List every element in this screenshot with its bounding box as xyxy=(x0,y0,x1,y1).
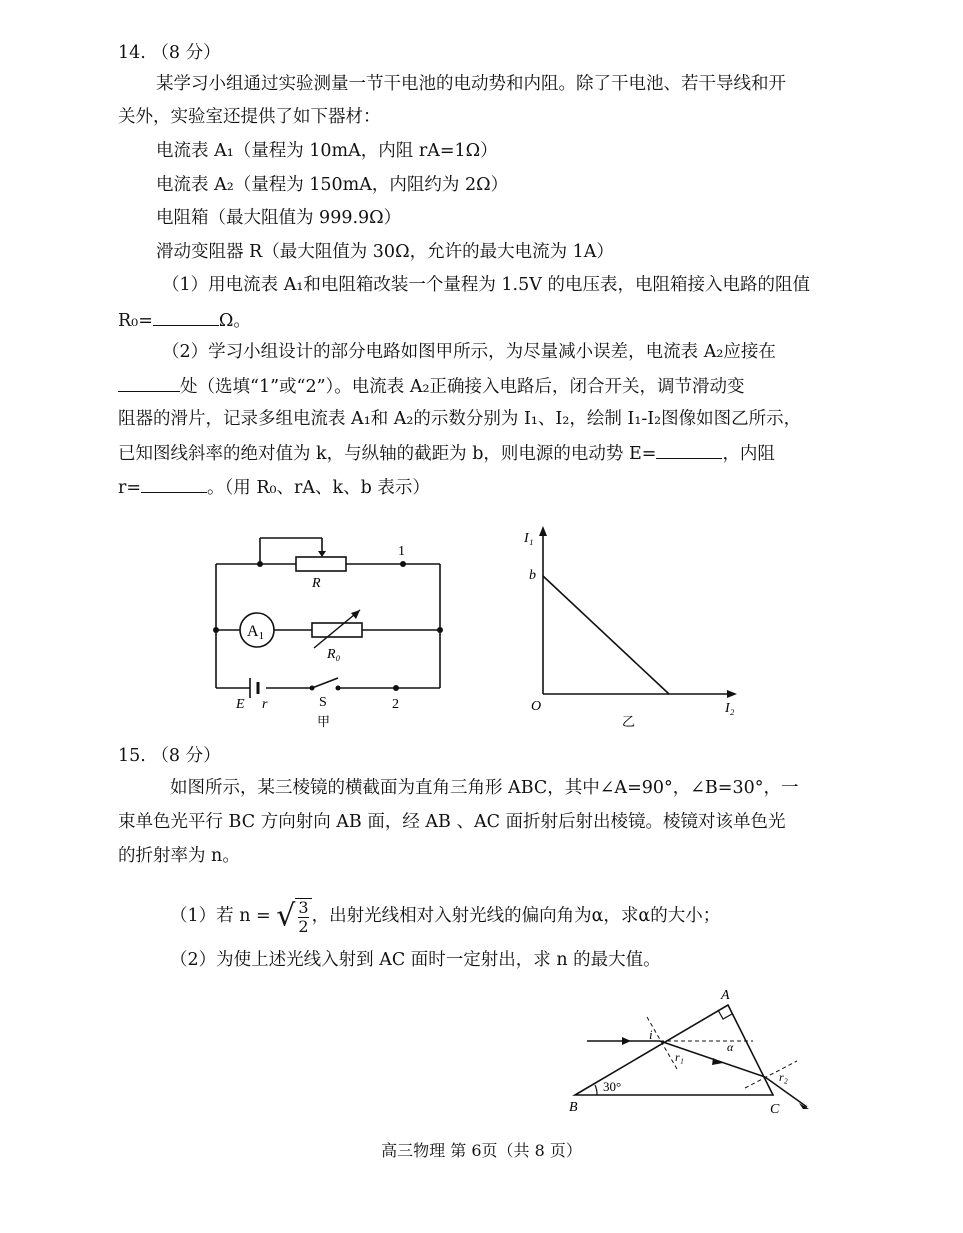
internal-resistance-label: r xyxy=(262,697,268,712)
terminal-1-dot xyxy=(400,561,406,567)
origin-label: O xyxy=(531,699,542,714)
i1-i2-line xyxy=(543,576,669,694)
terminal-2-dot xyxy=(393,685,399,691)
incidence-angle-label: i xyxy=(649,1027,653,1042)
deviation-angle-label: α xyxy=(727,1040,734,1054)
equipment-resistance-box: 电阻箱（最大阻值为 999.9Ω） xyxy=(156,208,402,228)
switch-pivot xyxy=(310,686,315,691)
q14-part2-line-3: 阻器的滑片，记录多组电流表 A₁和 A₂的示数分别为 I₁、I₂，绘制 I₁-I₂图像如图乙所示， xyxy=(118,409,802,429)
fraction-numerator: 3 xyxy=(298,897,309,917)
fraction-3-over-2 xyxy=(295,898,311,936)
q14-header: 14. （8 分） xyxy=(118,43,221,63)
q15-part1-prefix: （1）若 n = xyxy=(170,906,271,926)
rheostat-symbol xyxy=(296,557,346,571)
vertex-a-label: A xyxy=(721,988,730,1003)
q15-header: 15. （8 分） xyxy=(118,746,221,766)
q15-text-line-3: 的折射率为 n。 xyxy=(118,846,240,866)
q15-text-line-1: 如图所示，某三棱镜的横截面为直角三角形 ABC，其中∠A=90°，∠B=30°，一 xyxy=(170,778,799,798)
answer-blank-internal-resistance xyxy=(141,476,207,493)
switch-label: S xyxy=(319,695,327,710)
q14-part2-line-2 xyxy=(118,375,745,398)
q14-part2-line-5 xyxy=(118,476,430,499)
intercept-b-label: b xyxy=(529,568,536,583)
q15-part1 xyxy=(170,896,720,937)
junction-dot xyxy=(437,627,443,633)
refraction-angle-r1-label: r₁ xyxy=(675,1050,684,1064)
r0-label: R₀= xyxy=(118,311,153,331)
variable-arrowhead xyxy=(351,610,360,619)
answer-blank-r0 xyxy=(153,309,219,326)
refraction-angle-r2-label: r₂ xyxy=(779,1070,788,1084)
resistance-box-label: R₀ xyxy=(327,647,341,662)
q14-variables-note: 。（用 R₀、rA、k、b 表示） xyxy=(207,478,430,498)
circuit-caption: 甲 xyxy=(317,714,331,729)
resistance-label-text: ，内阻 xyxy=(722,444,775,464)
rheostat-label: R xyxy=(312,576,321,591)
y-axis-arrowhead xyxy=(539,526,547,536)
prism-diagram xyxy=(565,985,825,1120)
vertex-b-label: B xyxy=(569,1100,578,1115)
graph-caption: 乙 xyxy=(622,714,636,729)
emf-question-text: 已知图线斜率的绝对值为 k，与纵轴的截距为 b，则电源的电动势 E= xyxy=(118,444,657,464)
ohm-unit: Ω。 xyxy=(218,311,251,331)
terminal-2-label: 2 xyxy=(392,697,399,712)
q15-part2: （2）为使上述光线入射到 AC 面时一定射出，求 n 的最大值。 xyxy=(170,950,661,970)
right-angle-mark xyxy=(718,1010,732,1019)
circuit-diagram xyxy=(200,530,460,740)
y-axis-label: I₁ xyxy=(524,531,534,546)
q15-part1-suffix: ，出射光线相对入射光线的偏向角为α，求α的大小； xyxy=(311,906,721,926)
q14-part2-line-1: （2）学习小组设计的部分电路如图甲所示，为尽量减小误差，电流表 A₂应接在 xyxy=(162,342,776,362)
equipment-ammeter-a2: 电流表 A₂（量程为 150mA，内阻约为 2Ω） xyxy=(156,175,509,195)
angle-b-arc xyxy=(595,1085,597,1095)
angle-b-label: 30° xyxy=(603,1079,622,1094)
vertex-c-label: C xyxy=(770,1102,780,1117)
emf-label: E xyxy=(236,697,245,712)
equipment-ammeter-a1: 电流表 A₁（量程为 10mA，内阻 rA=1Ω） xyxy=(156,141,498,161)
answer-blank-emf xyxy=(656,442,722,459)
junction-dot xyxy=(213,627,219,633)
equipment-rheostat: 滑动变阻器 R（最大阻值为 30Ω，允许的最大电流为 1A） xyxy=(156,242,614,262)
normal-ab xyxy=(647,1017,677,1069)
q15-text-line-2: 束单色光平行 BC 方向射向 AB 面，经 AB 、AC 面折射后射出棱镜。棱镜对该单色光 xyxy=(118,812,786,832)
slider-arrow xyxy=(318,551,326,557)
q14-intro-line-2: 关外，实验室还提供了如下器材： xyxy=(118,107,381,127)
exit-arrowhead xyxy=(799,1103,809,1109)
switch-contact xyxy=(336,686,341,691)
fraction-denominator: 2 xyxy=(298,916,309,936)
junction-dot xyxy=(257,561,263,567)
q14-intro-line-1: 某学习小组通过实验测量一节干电池的电动势和内阻。除了干电池、若干导线和开 xyxy=(156,74,786,94)
q14-part2-line-4 xyxy=(118,442,775,465)
answer-blank-position xyxy=(118,375,180,392)
q14-part2-line-2-text: 处（选填“1”或“2”）。电流表 A₂正确接入电路后，闭合开关，调节滑动变 xyxy=(180,377,745,397)
page-footer: 高三物理 第 6页（共 8 页） xyxy=(381,1141,582,1160)
x-axis-label: I₂ xyxy=(725,701,735,716)
resistance-box-symbol xyxy=(312,623,362,637)
terminal-1-label: 1 xyxy=(398,544,405,559)
q14-part1-line-2 xyxy=(118,309,251,332)
i1-i2-graph xyxy=(515,522,755,734)
incident-arrowhead xyxy=(622,1037,631,1045)
x-axis-arrowhead xyxy=(727,690,737,698)
r-label: r= xyxy=(118,478,142,498)
q14-part1-line-1: （1）用电流表 A₁和电阻箱改装一个量程为 1.5V 的电压表，电阻箱接入电路的阻值 xyxy=(162,275,810,295)
ammeter-a1-letter: A xyxy=(247,623,259,640)
normal-ac xyxy=(745,1061,797,1088)
sqrt-sign: √ xyxy=(276,898,296,934)
ammeter-a1-subscript: 1 xyxy=(258,630,265,642)
